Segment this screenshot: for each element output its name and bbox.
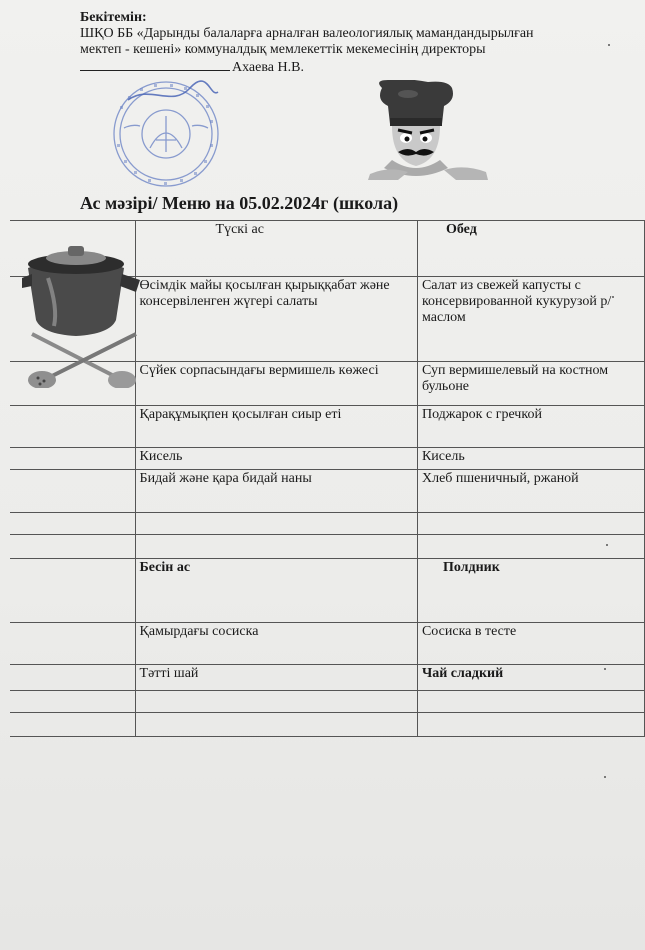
official-stamp (110, 78, 222, 190)
dish-kz: Тәтті шай (135, 665, 417, 691)
dish-kz: Қамырдағы сосиска (135, 623, 417, 665)
dish-ru: Хлеб пшеничный, ржаной (417, 470, 644, 513)
dish-kz: Өсімдік майы қосылған қырыққабат және консервіленген жүгері салаты (135, 277, 417, 362)
table-row (10, 406, 645, 448)
lunch-heading-kz: Түскі ас (135, 221, 417, 277)
approval-block (80, 10, 625, 76)
dish-ru: Чай сладкий (417, 665, 644, 691)
dish-ru: Кисель (417, 448, 644, 470)
dish-kz: Сүйек сорпасындағы вермишель көжесі (135, 362, 417, 406)
dish-kz: Кисель (135, 448, 417, 470)
table-row (10, 623, 645, 665)
approval-line-2: мектеп - кешені» коммуналдық мемлекеттік мекемесінің директоры (80, 42, 486, 57)
dish-kz: Бидай және қара бидай наны (135, 470, 417, 513)
signer-name: Ахаева Н.В. (232, 60, 304, 75)
snack-heading-ru: Полдник (417, 559, 644, 623)
snack-heading-kz: Бесін ас (135, 559, 417, 623)
table-row (10, 535, 645, 559)
approval-line-1: ШҚО ББ «Дарынды балаларға арналған валеологиялық мамандандырылған (80, 26, 534, 41)
table-row (10, 513, 645, 535)
chef-illustration (368, 80, 488, 180)
table-row (10, 448, 645, 470)
pot-illustration (18, 238, 148, 388)
dish-ru: Поджарок с гречкой (417, 406, 644, 448)
approval-heading: Бекітемін: (80, 10, 147, 25)
table-row (10, 691, 645, 713)
snack-header-row (10, 559, 645, 623)
dish-ru: Суп вермишелевый на костном бульоне (417, 362, 644, 406)
signature-line (80, 58, 230, 71)
dish-ru: Салат из свежей капусты с консервированной кукурузой р/маслом (417, 277, 644, 362)
lunch-heading-ru: Обед (417, 221, 644, 277)
table-row (10, 470, 645, 513)
page-title: Ас мәзірі/ Меню на 05.02.2024г (школа) (80, 193, 399, 213)
table-row (10, 665, 645, 691)
dish-kz: Қарақұмықпен қосылған сиыр еті (135, 406, 417, 448)
dish-ru: Сосиска в тесте (417, 623, 644, 665)
table-row (10, 713, 645, 737)
